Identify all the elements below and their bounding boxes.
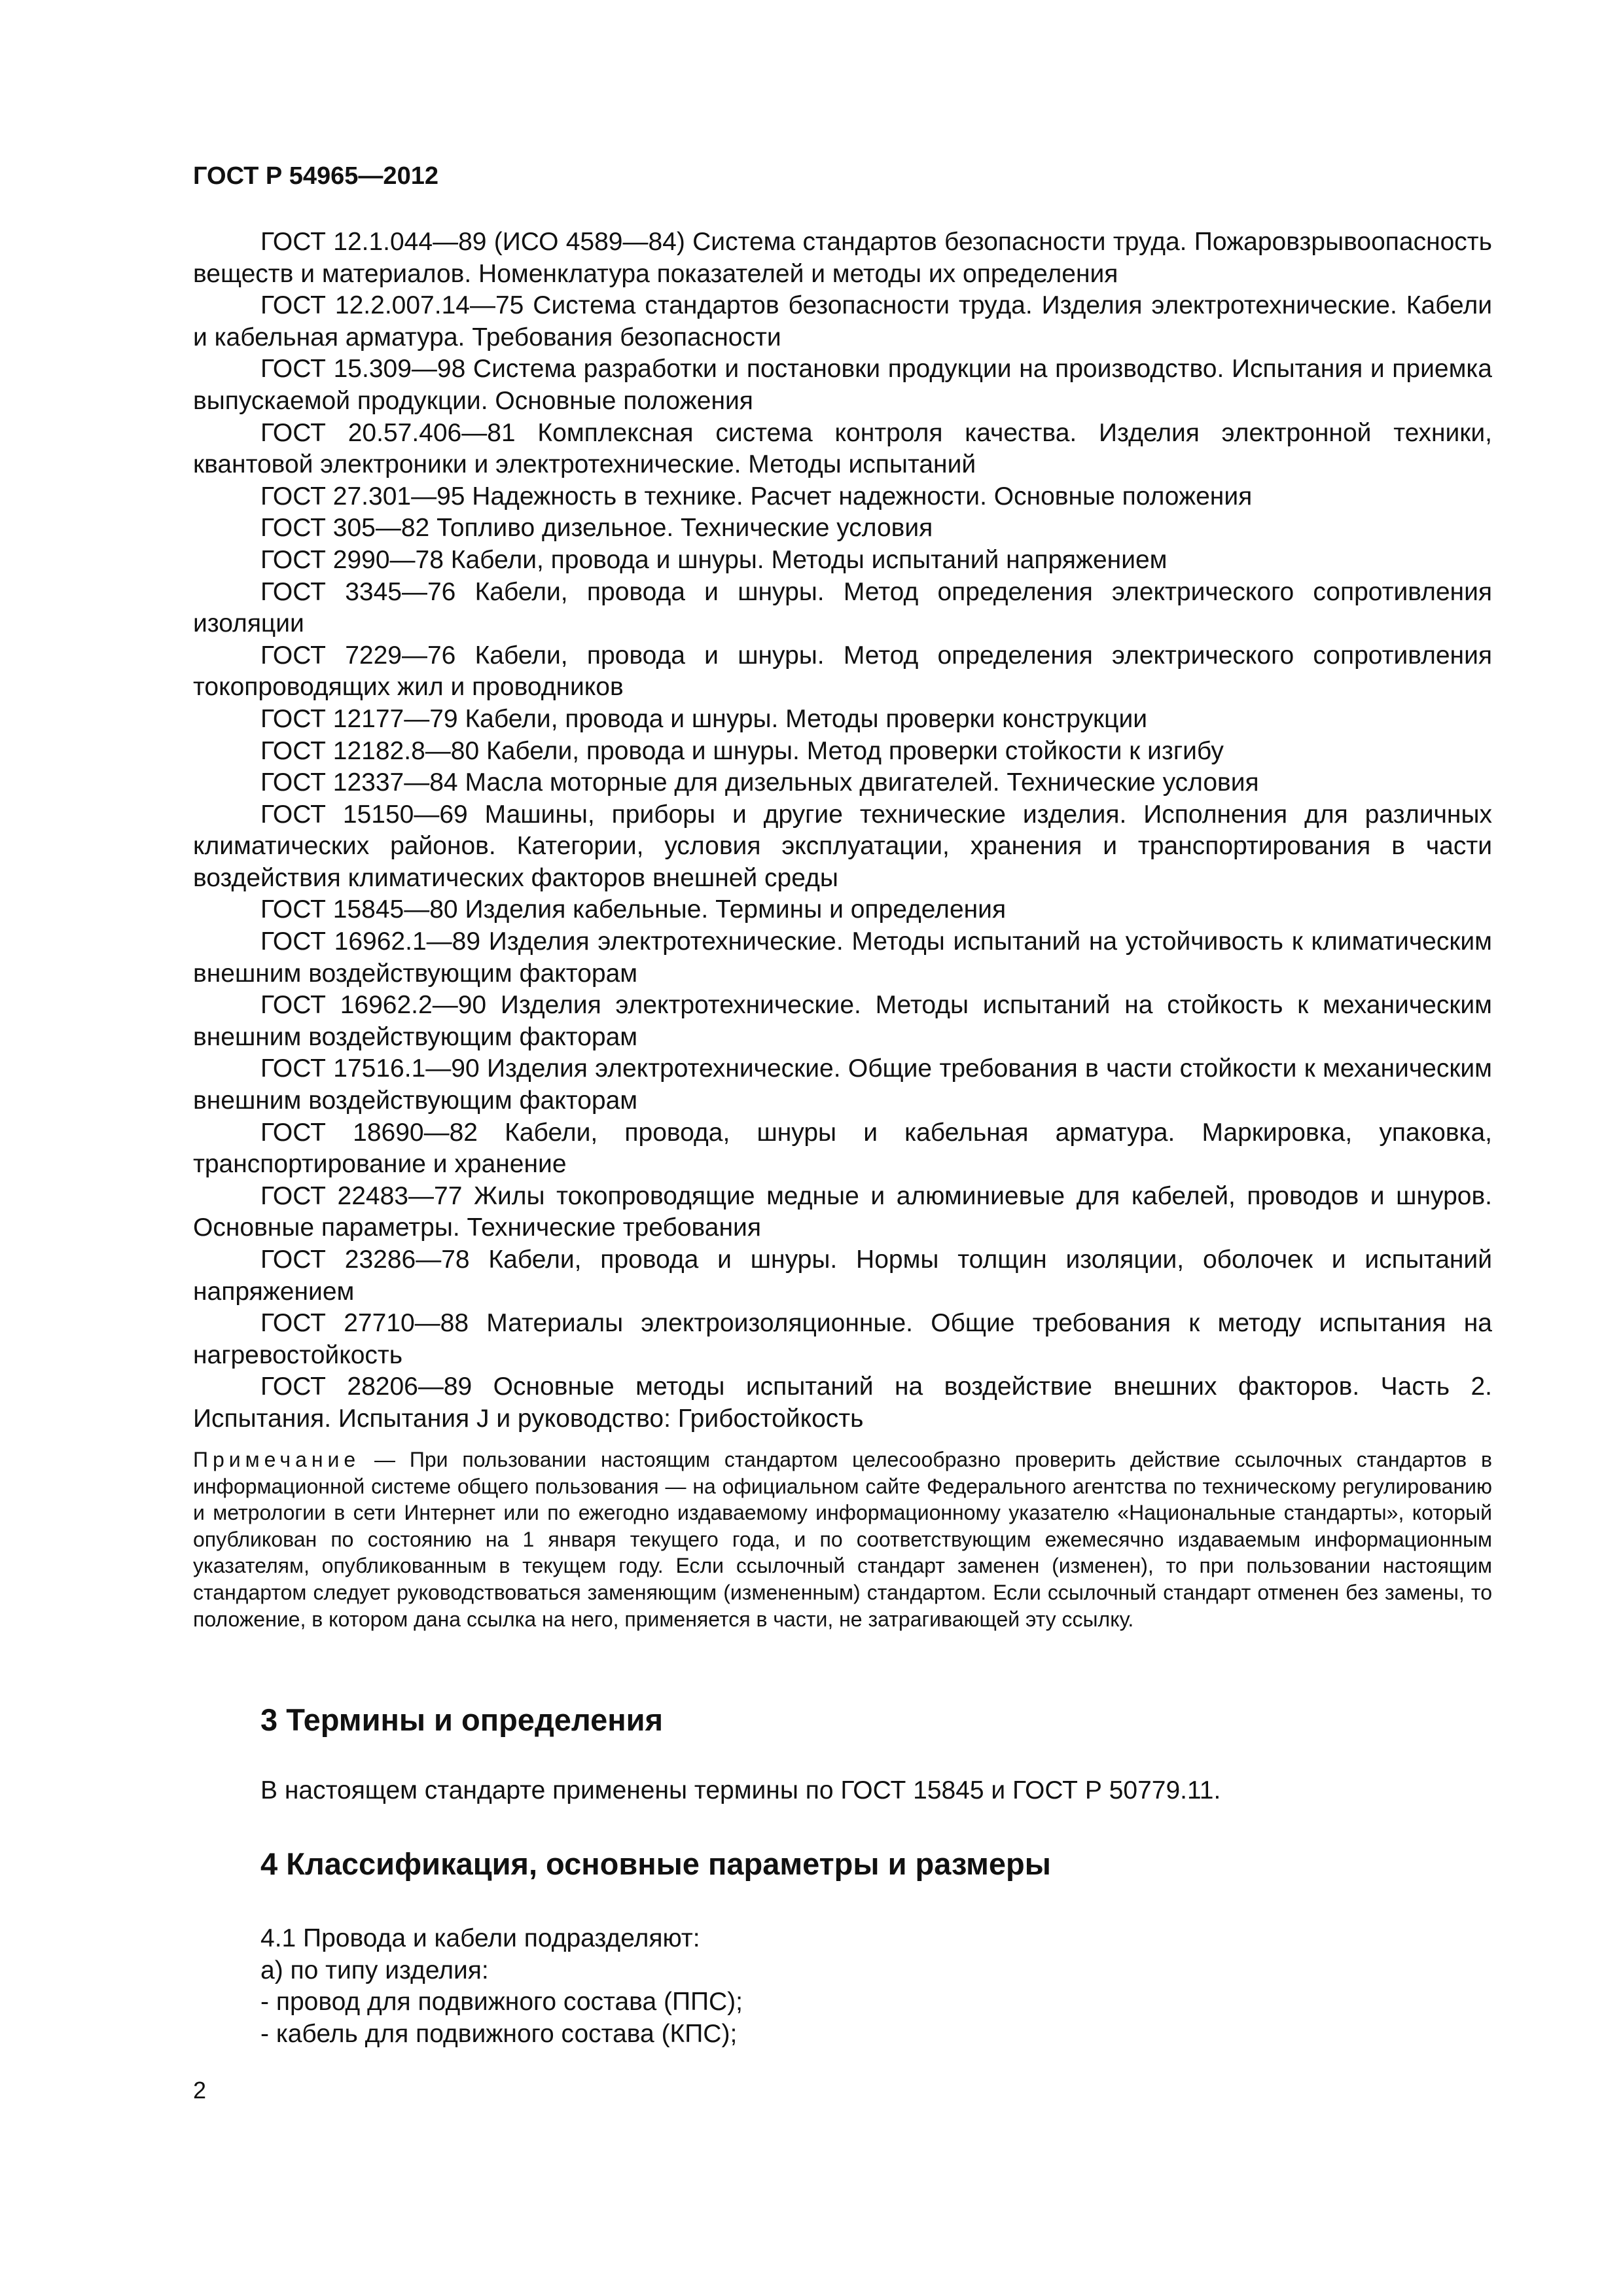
section-3-text: В настоящем стандарте применены термины по ГОСТ 15845 и ГОСТ Р 50779.11.	[260, 1776, 1221, 1804]
reference-item: ГОСТ 15.309—98 Система разработки и постановки продукции на производство. Испытания и приемка выпускаемой продукции. Основные положения	[193, 355, 1492, 415]
reference-item: ГОСТ 12337—84 Масла моторные для дизельных двигателей. Технические условия	[260, 768, 1259, 797]
list-item: а) по типу изделия:	[260, 1956, 489, 1984]
reference-item: ГОСТ 7229—76 Кабели, провода и шнуры. Метод определения электрического сопротивления токопроводящих жил и проводников	[193, 641, 1492, 702]
references-note	[193, 1446, 1492, 1632]
reference-item: ГОСТ 28206—89 Основные методы испытаний на воздействие внешних факторов. Часть 2. Испытания. Испытания J и руководство: Грибостойкость	[193, 1372, 1492, 1433]
reference-item: ГОСТ 27710—88 Материалы электроизоляционные. Общие требования к методу испытания на нагревостойкость	[193, 1309, 1492, 1369]
reference-item: ГОСТ 2990—78 Кабели, провода и шнуры. Методы испытаний напряжением	[260, 545, 1168, 574]
reference-item: ГОСТ 23286—78 Кабели, провода и шнуры. Нормы толщин изоляции, оболочек и испытаний напряжением	[193, 1246, 1492, 1306]
section-3-heading: 3 Термины и определения	[260, 1702, 663, 1737]
reference-item: ГОСТ 22483—77 Жилы токопроводящие медные и алюминиевые для кабелей, проводов и шнуров. Основные параметры. Технические требования	[193, 1181, 1492, 1242]
reference-item: ГОСТ 16962.1—89 Изделия электротехнические. Методы испытаний на устойчивость к климатическим внешним воздействующим факторам	[193, 927, 1492, 988]
reference-item: ГОСТ 15845—80 Изделия кабельные. Термины и определения	[260, 895, 1007, 924]
reference-item: ГОСТ 16962.2—90 Изделия электротехнические. Методы испытаний на стойкость к механическим внешним воздействующим факторам	[193, 991, 1492, 1051]
section-4-heading: 4 Классификация, основные параметры и размеры	[260, 1846, 1051, 1881]
page-number: 2	[193, 2077, 207, 2104]
list-item: - кабель для подвижного состава (КПС);	[260, 2019, 738, 2048]
note-text: — При пользовании настоящим стандартом целесообразно проверить действие ссылочных стандартов в информационной системе общего пользования — на официальном сайте Федерального агентства по техническому регулированию и метрологии в сети Интернет или по ежегодно издаваемому информационному указателю «Национальные стандарты», который опубликован по состоянию на 1 января текущего года, и по соответствующим ежемесячно издаваемым информационным указателям, опубликованным в текущем году. Если ссылочный стандарт заменен (изменен), то при пользовании настоящим стандартом следует руководствоваться заменяющим (измененным) стандартом. Если ссылочный стандарт отменен без замены, то положение, в котором дана ссылка на него, применяется в части, не затрагивающей эту ссылку.	[193, 1448, 1492, 1631]
reference-item: ГОСТ 15150—69 Машины, приборы и другие технические изделия. Исполнения для различных климатических районов. Категории, условия эксплуатации, хранения и транспортирования в части воздействия климатических факторов внешней среды	[193, 800, 1492, 892]
note-lead: Примечание	[193, 1448, 361, 1471]
reference-item: ГОСТ 3345—76 Кабели, провода и шнуры. Метод определения электрического сопротивления изоляции	[193, 577, 1492, 638]
list-item: - провод для подвижного состава (ППС);	[260, 1988, 743, 2016]
document-code-header: ГОСТ Р 54965—2012	[193, 162, 438, 190]
reference-item: ГОСТ 17516.1—90 Изделия электротехнические. Общие требования в части стойкости к механическим внешним воздействующим факторам	[193, 1054, 1492, 1115]
reference-item: ГОСТ 12.1.044—89 (ИСО 4589—84) Система стандартов безопасности труда. Пожаровзрывоопасность веществ и материалов. Номенклатура показателей и методы их определения	[193, 228, 1492, 288]
list-item: 4.1 Провода и кабели подразделяют:	[260, 1924, 700, 1952]
reference-item: ГОСТ 12.2.007.14—75 Система стандартов безопасности труда. Изделия электротехнические. Кабели и кабельная арматура. Требования безопасности	[193, 291, 1492, 351]
normative-references-list	[193, 226, 1492, 1435]
reference-item: ГОСТ 12177—79 Кабели, провода и шнуры. Методы проверки конструкции	[260, 704, 1148, 733]
reference-item: ГОСТ 305—82 Топливо дизельное. Технические условия	[260, 514, 933, 543]
reference-item: ГОСТ 18690—82 Кабели, провода, шнуры и кабельная арматура. Маркировка, упаковка, транспортирование и хранение	[193, 1118, 1492, 1179]
reference-item: ГОСТ 12182.8—80 Кабели, провода и шнуры. Метод проверки стойкости к изгибу	[260, 736, 1224, 765]
reference-item: ГОСТ 20.57.406—81 Комплексная система контроля качества. Изделия электронной техники, квантовой электроники и электротехнические. Методы испытаний	[193, 418, 1492, 479]
section-4-list	[260, 1923, 1491, 2050]
reference-item: ГОСТ 27.301—95 Надежность в технике. Расчет надежности. Основные положения	[260, 482, 1253, 511]
